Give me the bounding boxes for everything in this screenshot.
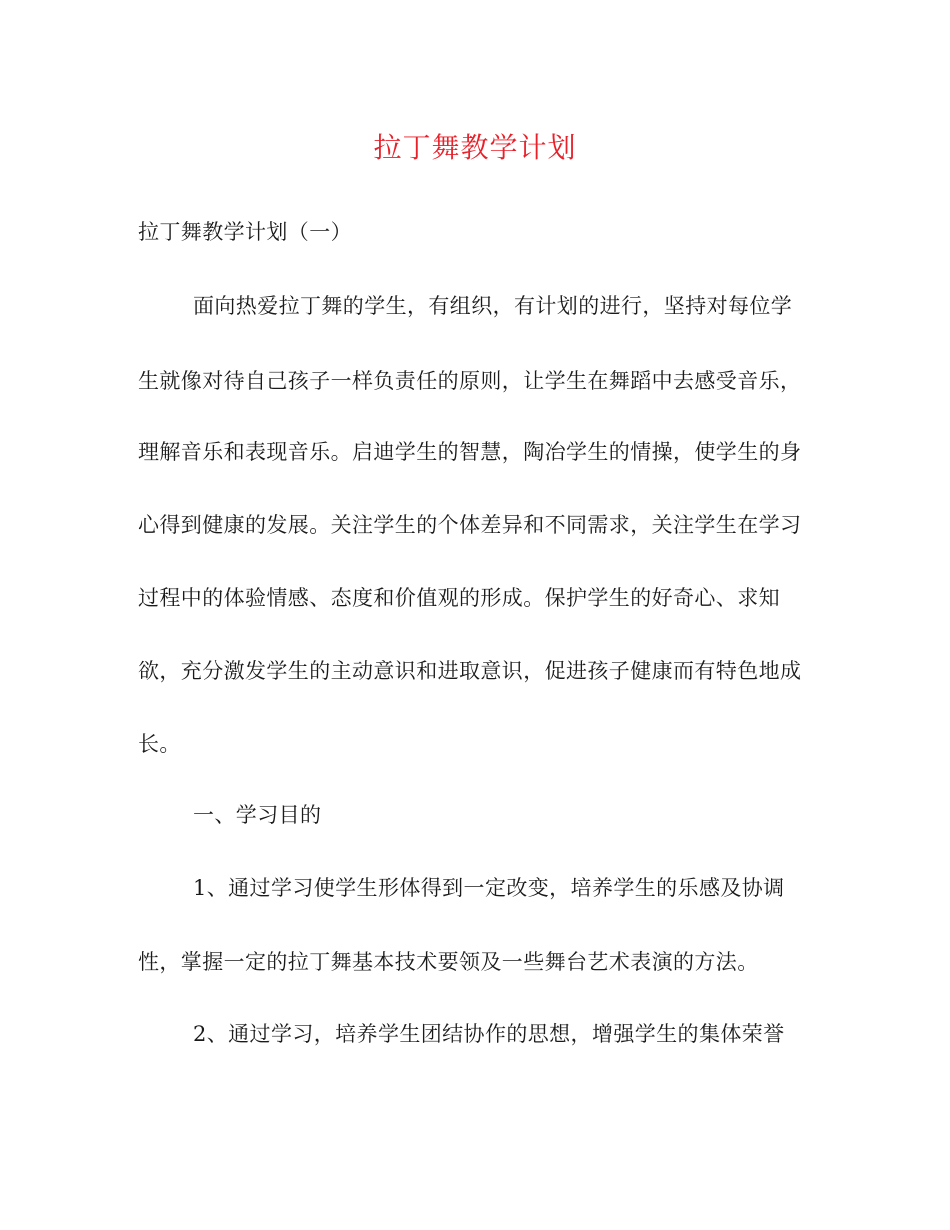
paragraph-line: 欲，充分激发学生的主动意识和进取意识，促进孩子健康而有特色地成 xyxy=(138,659,802,683)
paragraph-line: 心得到健康的发展。关注学生的个体差异和不同需求，关注学生在学习 xyxy=(138,513,802,537)
paragraph-line: 生就像对待自己孩子一样负责任的原则，让学生在舞蹈中去感受音乐， xyxy=(138,369,802,393)
paragraph-line: 长。 xyxy=(138,732,181,756)
list-item-line: 1、通过学习使学生形体得到一定改变，培养学生的乐感及协调 xyxy=(193,876,785,900)
subtitle: 拉丁舞教学计划（一） xyxy=(138,220,352,244)
paragraph-line: 过程中的体验情感、态度和价值观的形成。保护学生的好奇心、求知 xyxy=(138,586,780,610)
paragraph-line: 面向热爱拉丁舞的学生，有组织，有计划的进行，坚持对每位学 xyxy=(193,294,793,318)
list-item-line: 2、通过学习，培养学生团结协作的思想，增强学生的集体荣誉 xyxy=(193,1022,785,1046)
section-heading: 一、学习目的 xyxy=(193,803,322,827)
document-title: 拉丁舞教学计划 xyxy=(373,131,577,164)
list-item-line: 性，掌握一定的拉丁舞基本技术要领及一些舞台艺术表演的方法。 xyxy=(138,950,759,974)
paragraph-line: 理解音乐和表现音乐。启迪学生的智慧，陶冶学生的情操，使学生的身 xyxy=(138,440,802,464)
